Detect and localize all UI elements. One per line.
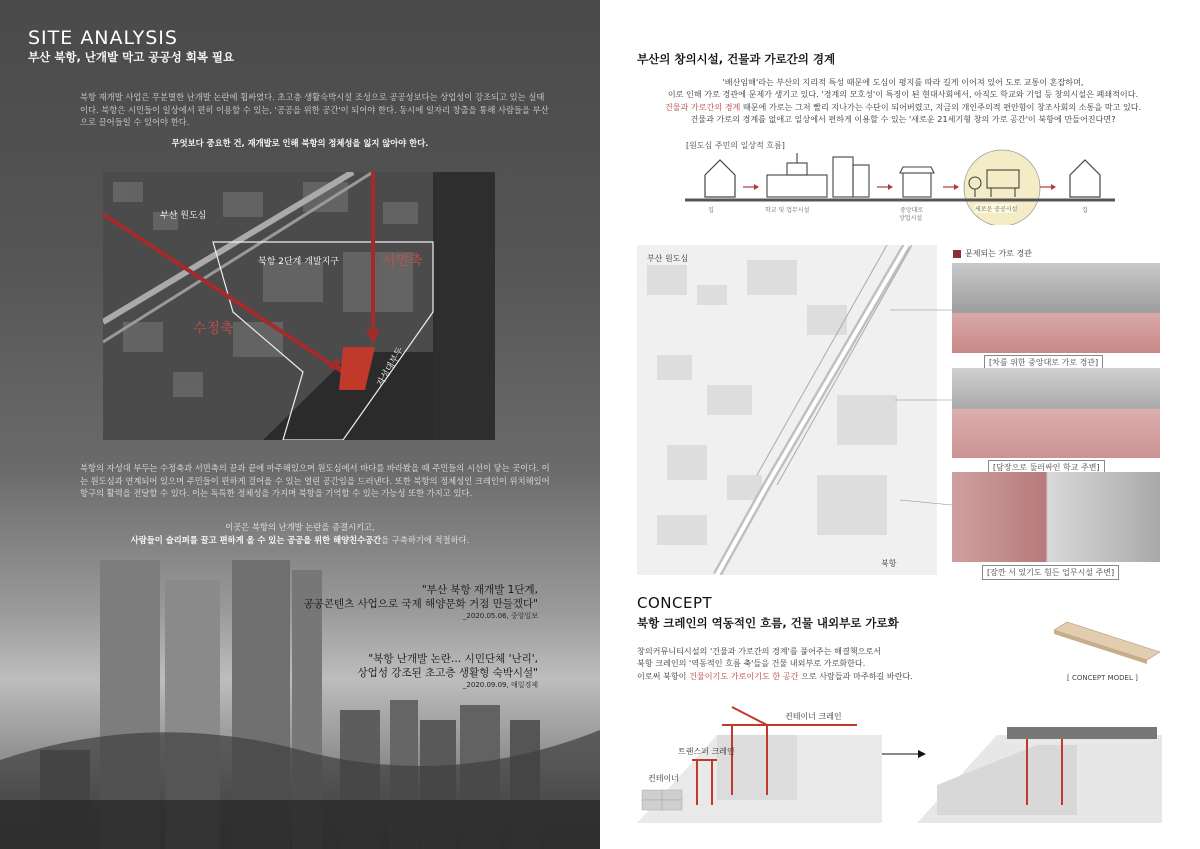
map-label-old-town: 부산 원도심 — [160, 211, 207, 221]
intro-paragraph: 북항 재개발 사업은 무분별한 난개발 논란에 휩싸였다. 초고층 생활숙박시설 조성으로 공공성보다는 상업성이 강조되고 있는 실태이다. 북항은 시민들이 일상에서 편히 이용할 수 있는, '공공을 위한 공간'이 되어야 한다. 동시에 일자리 창출을 통해 사람들을 부산으로 끌어들일 수 있어야 한다. — [80, 92, 549, 127]
crane-diagram-after — [917, 705, 1162, 823]
label-container: 컨테이너 — [648, 774, 679, 783]
legend-swatch — [953, 250, 961, 258]
photo-caption-3: [잠깐 서 있기도 힘든 업무시설 주변] — [982, 565, 1119, 580]
page-subtitle: 부산 북항, 난개발 막고 공공성 회복 필요 — [28, 50, 235, 64]
concept-page — [600, 0, 1200, 849]
flow-label-commercial: 상업시설 — [899, 215, 923, 222]
aerial-site-map — [103, 172, 495, 440]
concept-title: CONCEPT — [637, 594, 713, 612]
creative-paragraph: '배산임해'라는 부산의 지리적 특성 때문에 도심이 평지를 따라 길게 이어져 있어 도로 교통이 혼잡하며, 이로 인해 가로 경관에 문제가 생기고 있다. '경계의 모호성'이 특징이 된 현대사회에서, 아직도 학교와 기업 등 창의시설은 폐쇄적이다. 건물과 가로간의 경계 때문에 가로는 그저 빨리 지나가는 수단이 되어버렸고, 지금의 개인주의적 편안함이 창조사회의 소통을 막고 있다. 건물과 가로의 경계를 없애고 일상에서 편하게 이용할 수 있는 '새로운 21세기형 창의 가로 공간'이 북항에 만들어진다면? — [664, 77, 1142, 124]
flow-label-road: 중앙대로 — [900, 207, 924, 214]
concept-model-image — [1052, 620, 1162, 670]
concept-model-caption: [ CONCEPT MODEL ] — [1067, 674, 1138, 682]
label-container-crane: 컨테이너 크레인 — [785, 712, 842, 721]
map-label-district: 북항 2단계 개발지구 — [258, 257, 340, 267]
legend: 문제되는 가로 경관 — [953, 248, 1032, 259]
map-label-sujeong: 수정축 — [193, 321, 234, 337]
conclusion-rest: 을 구축하기에 적절하다. — [381, 535, 470, 545]
news-quote-2: "북항 난개발 논란… 시민단체 '난리', 상업성 강조된 초고층 생활형 숙박시설" _2020.09.09, 매일경제 — [357, 653, 538, 689]
flow-label-new-space: 새로운 공공시설 — [975, 206, 1018, 213]
flow-label-home-2: 집 — [1082, 207, 1088, 214]
site-paragraph: 북항의 자성대 부두는 수정축과 서면축의 끝과 끝에 마주해있으며 원도심에서 바다를 바라봤을 때 주민들의 시선이 닿는 곳이다. 이는 원도심과 연계되어 있으며 주민들이 편하게 걸어올 수 있는 열린 공간임을 드러낸다. 또한 북항의 정체성인 크레인이 위치해있어 항구의 활력을 전달할 수 있다. 이는 독특한 정체성을 가지며 북항을 기억할 수 있는 가능성 또한 가지고 있다. — [80, 463, 550, 498]
conclusion-bold: 사람들이 슬리퍼를 끌고 편하게 올 수 있는 공공을 위한 해양친수공간 — [130, 535, 382, 545]
flow-title: [원도심 주민의 일상적 흐름] — [686, 141, 785, 150]
map-label-seomyeon: 서면축 — [382, 253, 423, 269]
concept-subtitle: 북항 크레인의 역동적인 흐름, 건물 내외부로 가로화 — [637, 616, 899, 630]
flow-label-school: 학교 및 업무시설 — [765, 207, 810, 214]
flow-label-home: 집 — [708, 207, 714, 214]
map-label-pier: 자성대부두 — [375, 345, 407, 389]
street-photo-3 — [952, 472, 1160, 562]
street-photo-2 — [952, 368, 1160, 458]
map-label-old-town-2: 부산 원도심 — [647, 254, 689, 263]
map-label-north-port: 북항 — [881, 559, 897, 568]
conclusion-line-1: 이곳은 북항의 난개발 논란을 종결시키고, — [225, 522, 375, 532]
leader-lines — [890, 300, 960, 520]
label-transfer-crane: 트랜스퍼 크레인 — [678, 747, 735, 756]
news-quote-1: "부산 북항 재개발 1단계, 공공콘텐츠 사업으로 국제 해양문화 거점 만들겠다" _2020.05.06, 중앙일보 — [303, 584, 538, 620]
concept-paragraph: 창의커뮤니티시설의 '건물과 가로간의 경계'를 풀어주는 해결책으로서 북항 크레인의 '역동적인 흐름 축'들을 건물 내외부로 가로화한다. 이로써 북항이 건물이기도 가로이기도 한 공간 으로 사람들과 마주하길 바란다. — [637, 646, 913, 681]
emphasis-sentence: 무엇보다 중요한 건, 재개발로 인해 북항의 정체성을 잃지 않아야 한다. — [171, 138, 429, 148]
photo-caption-1: [차를 위한 중앙대로 가로 경관] — [984, 355, 1103, 370]
page-title: SITE ANALYSIS — [28, 27, 178, 49]
conclusion-line-2 — [0, 534, 600, 546]
photo-caption-2: [담장으로 둘러싸인 학교 주변] — [988, 460, 1105, 475]
street-photo-1 — [952, 263, 1160, 353]
crane-diagram-before — [637, 705, 882, 823]
creative-heading: 부산의 창의시설, 건물과 가로간의 경계 — [637, 52, 836, 66]
